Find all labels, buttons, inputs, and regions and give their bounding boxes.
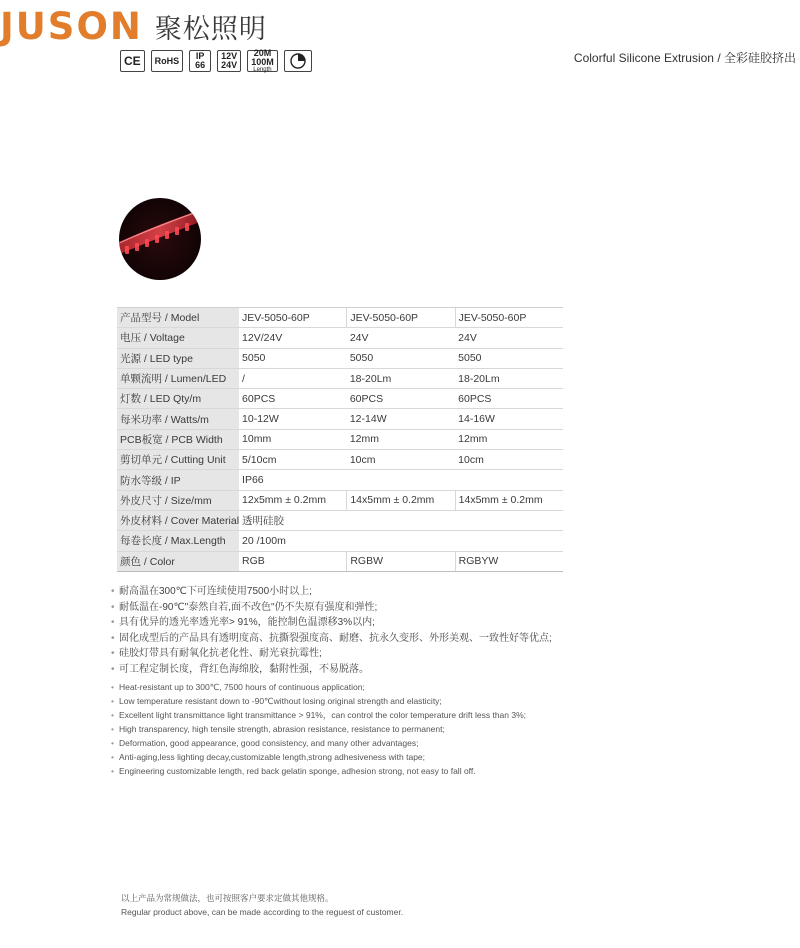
table-cell: JEV-5050-60P [239,308,347,328]
brand-name-latin: JUSON [0,4,143,48]
table-cell: 5050 [239,348,347,368]
rohs-badge-icon: RoHS [151,50,184,72]
list-item [111,722,526,736]
list-item-text: Anti-aging,less lighting decay,customizable length,strong adhesiveness with tape; [119,752,426,762]
row-label: 电压 / Voltage [117,328,239,348]
table-row [117,531,563,551]
table-cell: RGBW [347,551,455,571]
table-row [117,450,563,470]
features-en-list [111,680,526,778]
table-row [117,389,563,409]
certification-icons [120,50,312,72]
dimmable-icon [284,50,312,72]
ce-mark-icon: CE [120,50,145,72]
features-cn-list [111,584,552,677]
footer-note-en: Regular product above, can be made according to the reguest of customer. [121,907,404,917]
table-cell: / [239,368,347,388]
list-item-text: 固化成型后的产品具有透明度高、抗撕裂强度高、耐磨、抗永久变形、外形美观、一致性好等优点; [119,632,552,644]
list-item [111,615,552,631]
list-item [111,764,526,778]
table-cell: 60PCS [239,389,347,409]
list-item-text: Low temperature resistant down to -90℃without losing original strength and elasticity; [119,696,442,706]
table-cell: 60PCS [347,389,455,409]
row-label: 灯数 / LED Qty/m [117,389,239,409]
row-label: 每米功率 / Watts/m [117,409,239,429]
table-row [117,510,563,530]
table-cell: 10cm [347,450,455,470]
length-icon: 20M 100M Length [247,50,278,72]
table-cell: 12mm [347,429,455,449]
list-item [111,750,526,764]
row-label: 光源 / LED type [117,348,239,368]
list-item-text: 耐高温在300℃下可连续使用7500小时以上; [119,586,312,597]
bullet-icon: • [111,617,115,628]
list-item-text: 耐低温在-90℃"泰然自若,面不改色"仍不失原有强度和弹性; [119,601,378,613]
footer-note [121,891,403,919]
table-cell: 10mm [239,429,347,449]
table-cell: JEV-5050-60P [455,308,563,328]
list-item [111,694,526,708]
bullet-icon: • [111,752,114,762]
table-row [117,551,563,571]
brand-name-cjk: 聚松照明 [154,13,267,45]
ip-rating-icon: IP 66 [189,50,211,72]
list-item-text: Deformation, good appearance, good consistency, and many other advantages; [119,738,419,748]
bullet-icon: • [111,724,114,734]
bullet-icon: • [111,682,114,692]
bullet-icon: • [111,663,115,675]
table-cell: 60PCS [455,389,563,409]
bullet-icon: • [111,766,114,776]
table-cell: 14x5mm ± 0.2mm [347,490,455,510]
table-row [117,328,563,348]
table-cell: 14-16W [455,409,563,429]
table-cell: 18-20Lm [347,368,455,388]
series-title: Colorful Silicone Extrusion / 全彩硅胶挤出 [573,51,796,65]
list-item [111,600,552,616]
bullet-icon: • [111,586,115,597]
table-cell: 5/10cm [239,450,347,470]
list-item-text: 硅胶灯带具有耐氧化抗老化性、耐光衰抗霉性; [119,648,322,659]
list-item-text: Engineering customizable length, red back gelatin sponge, adhesion strong, not easy to fall off. [119,766,476,776]
spec-table [117,307,563,572]
row-label: 每卷长度 / Max.Length [117,531,239,551]
row-label: PCB板宽 / PCB Width [117,429,239,449]
list-item [111,584,552,600]
bullet-icon: • [111,632,115,644]
footer-note-cn: 以上产品为常规做法，也可按照客户要求定做其他规格。 [121,893,334,903]
table-cell: 5050 [455,348,563,368]
row-label: 剪切单元 / Cutting Unit [117,450,239,470]
row-label: 产品型号 / Model [117,308,239,328]
table-cell: 24V [347,328,455,348]
table-cell: 14x5mm ± 0.2mm [455,490,563,510]
product-photo [119,198,201,280]
table-cell: 10cm [455,450,563,470]
list-item [111,631,552,647]
list-item [111,680,526,694]
row-label: 外皮材料 / Cover Material [117,510,239,530]
bullet-icon: • [111,696,114,706]
row-label: 单颗流明 / Lumen/LED [117,368,239,388]
table-cell: 20 /100m [239,531,563,551]
table-row [117,470,563,490]
table-cell: RGB [239,551,347,571]
bullet-icon: • [111,710,114,720]
table-row [117,429,563,449]
table-cell: 12x5mm ± 0.2mm [239,490,347,510]
list-item-text: 具有优异的透光率透光率> 91%，能控制色温漂移3%以内; [119,617,375,628]
table-cell: 12V/24V [239,328,347,348]
list-item-text: High transparency, high tensile strength, abrasion resistance, resistance to permanent; [119,724,445,734]
table-cell: 5050 [347,348,455,368]
table-cell: JEV-5050-60P [347,308,455,328]
table-cell: IP66 [239,470,563,490]
list-item [111,708,526,722]
list-item-text: 可工程定制长度，背红色海绵胶，黏附性强，不易脱落。 [119,663,369,675]
table-row [117,490,563,510]
table-cell: 透明硅胶 [239,510,563,530]
list-item [111,646,552,662]
list-item [111,736,526,750]
bullet-icon: • [111,648,115,659]
row-label: 防水等级 / IP [117,470,239,490]
brand-logo [0,6,267,46]
list-item-text: Heat-resistant up to 300℃, 7500 hours of continuous application; [119,682,365,692]
bullet-icon: • [111,601,115,613]
list-item [111,662,552,678]
row-label: 外皮尺寸 / Size/mm [117,490,239,510]
table-cell: 12-14W [347,409,455,429]
row-label: 颜色 / Color [117,551,239,571]
list-item-text: Excellent light transmittance light transmittance > 91%，can control the color temperature drift less than 3%; [119,710,527,720]
table-cell: 12mm [455,429,563,449]
voltage-icon: 12V 24V [217,50,241,72]
table-row [117,308,563,328]
bullet-icon: • [111,738,114,748]
table-cell: 18-20Lm [455,368,563,388]
table-row [117,409,563,429]
table-row [117,348,563,368]
table-cell: 24V [455,328,563,348]
table-cell: RGBYW [455,551,563,571]
table-row [117,368,563,388]
table-cell: 10-12W [239,409,347,429]
